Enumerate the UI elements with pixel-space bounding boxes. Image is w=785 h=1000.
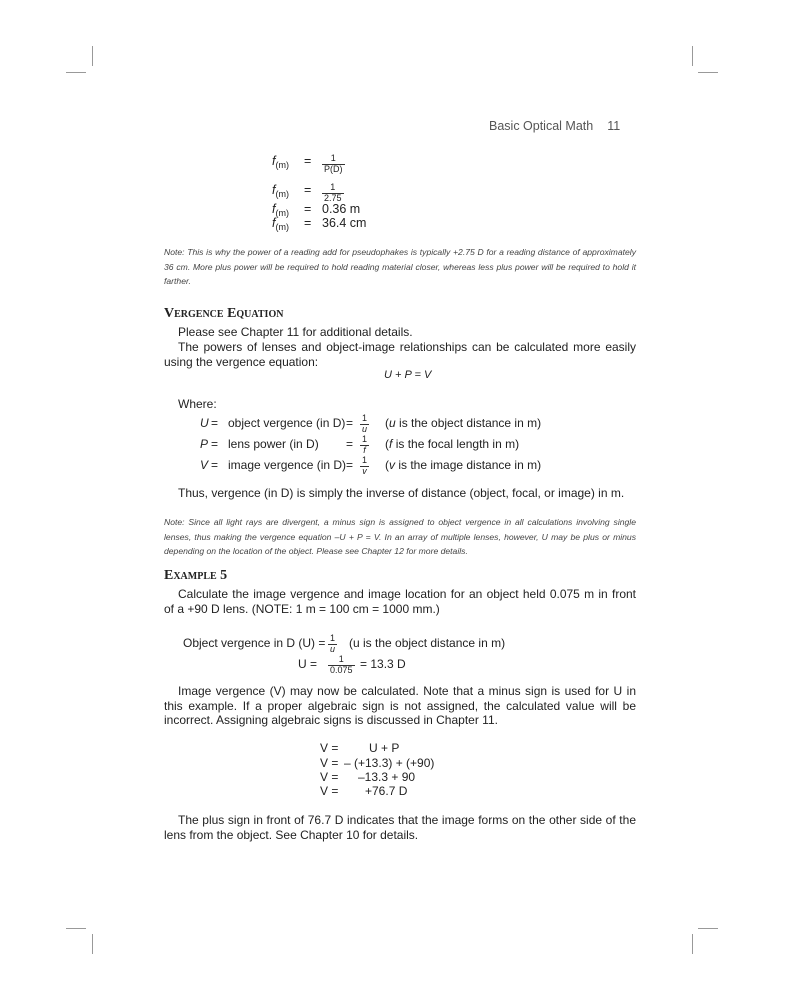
crop-mark bbox=[92, 934, 93, 954]
running-header bbox=[489, 119, 620, 133]
focal-calc-line: $f_{(m)}$ = $\frac{1}{P(D)}$ bbox=[272, 153, 343, 174]
example-title: Example 5 bbox=[164, 568, 228, 583]
body-paragraph: The powers of lenses and object-image relationships can be calculated more easily using the vergence equation: bbox=[164, 340, 636, 369]
section-title: Vergence Equation bbox=[164, 306, 284, 321]
focal-calc-line: $f_{(m)}$ = $\frac{1}{2.75}$ bbox=[272, 182, 342, 203]
crop-mark bbox=[92, 46, 93, 66]
body-paragraph: Calculate the image vergence and image location for an object held 0.075 m in front of a +90 D lens. (NOTE: 1 m = 100 cm = 1000 mm.) bbox=[164, 587, 636, 616]
body-paragraph: The plus sign in front of 76.7 D indicates that the image forms on the other side of the lens from the object. See Chapter 10 for details. bbox=[164, 813, 636, 842]
vergence-equation: U + P = V bbox=[384, 369, 432, 381]
crop-mark bbox=[692, 934, 693, 954]
crop-mark bbox=[692, 46, 693, 66]
header-title: Basic Optical Math bbox=[489, 119, 594, 133]
crop-mark bbox=[66, 928, 86, 929]
focal-calc-line: $f_{(m)}$ = 36.4 cm bbox=[272, 216, 367, 232]
crop-mark bbox=[698, 928, 718, 929]
page-number: 11 bbox=[607, 119, 621, 133]
note-paragraph: Note: This is why the power of a reading add for pseudophakes is typically +2.75 D for a reading distance of approximately 36 cm. More plus power will be required to hold reading material closer, whereas less plus power will be required to hold it farther. bbox=[164, 247, 636, 287]
body-paragraph: Please see Chapter 11 for additional details. bbox=[178, 325, 413, 339]
where-label: Where: bbox=[178, 397, 217, 411]
body-paragraph: Image vergence (V) may now be calculated. Note that a minus sign is used for U in this example. If a proper algebraic sign is not assigned, the calculated value will be incorrect. Assigning algebraic signs is discussed in Chapter 11. bbox=[164, 684, 636, 727]
crop-mark bbox=[66, 72, 86, 73]
focal-calc-line: $f_{(m)}$ = 0.36 m bbox=[272, 202, 361, 218]
body-paragraph: Thus, vergence (in D) is simply the inverse of distance (object, focal, or image) in m. bbox=[178, 486, 625, 500]
note-paragraph: Note: Since all light rays are divergent, a minus sign is assigned to object vergence in all calculations involving single lenses, thus making the vergence equation –U + P = V. In an array of multiple lenses, however, U may be plus or minus depending on the location of the object. Please see Chapter 12 for more details. bbox=[164, 517, 636, 557]
crop-mark bbox=[698, 72, 718, 73]
